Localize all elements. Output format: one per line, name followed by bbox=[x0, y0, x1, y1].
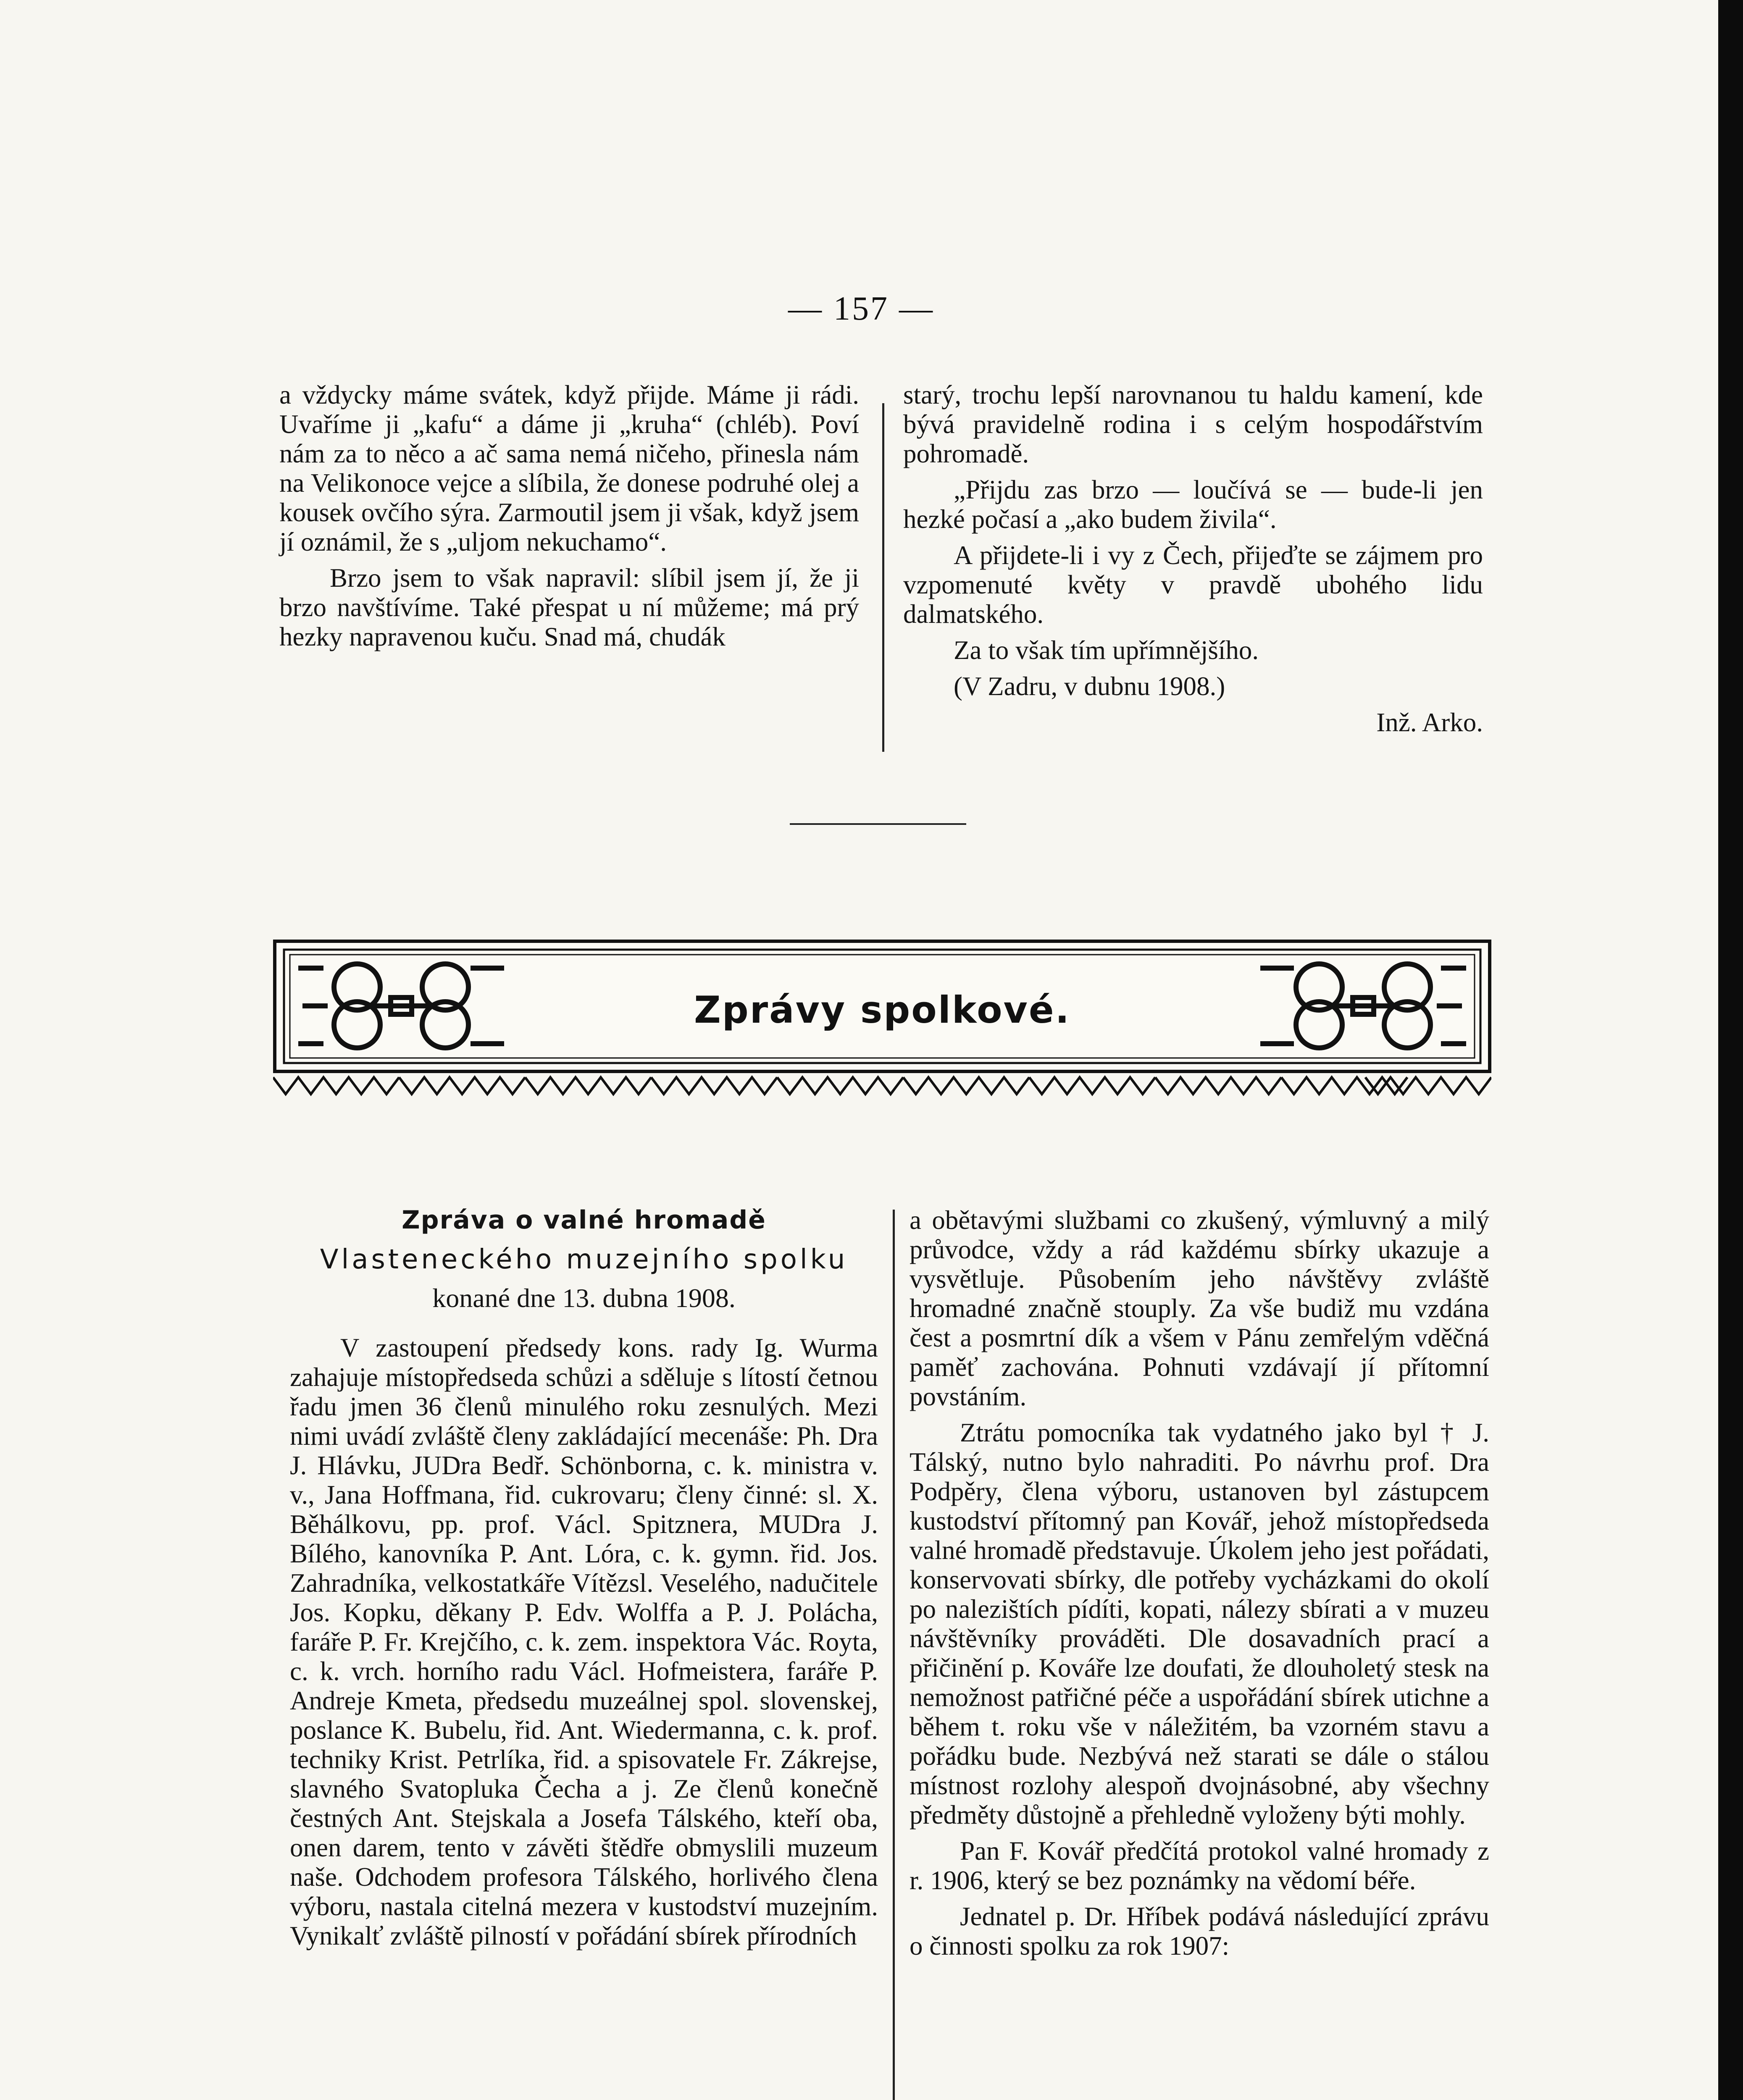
column-divider bbox=[882, 403, 884, 752]
paragraph: a obětavými službami co zkušený, výmluvný a milý průvodce, vždy a rád každému sbírky ukazuje a vysvětluje. Působením jeho návštěvy zvláště hromadné značně stouply. Za vše budiž mu vzdána čest a posmrtní dík a všem v Pánu zemřelým vděčná paměť zachována. Pohnuti vzdávají jí přítomní povstáním. bbox=[910, 1205, 1489, 1411]
paragraph: Brzo jsem to však napravil: slíbil jsem jí, že ji brzo navštívíme. Také přespat u ní můžeme; má prý hezky napravenou kuču. Snad má, chudák bbox=[279, 563, 859, 651]
page-number: — 157 — bbox=[788, 290, 934, 327]
top-right-column bbox=[903, 380, 1483, 737]
dateline: (V Zadru, v dubnu 1908.) bbox=[954, 672, 1225, 701]
paragraph: Ztrátu pomocníka tak vydatného jako byl † J. Tálský, nutno bylo nahraditi. Po návrhu prof. Dra Podpěry, člena výboru, ustanoven byl zástupcem kustodství přítomný pan Kovář, jehož místopředseda valné hromadě představuje. Úkolem jeho jest pořádati, konservovati sbírky, dle potřeby vycházkami do okolí po nalezištích pídíti, kopati, nálezy sbírati a v muzeu návštěvníky prováděti. Dle dosavadních prací a přičinění p. Kováře lze doufati, že dlouholetý stesk na nemožnost patřičné péče a uspořádání sbírek utichne a během t. roku vše v náležitém, ba vzorném stavu a pořádku bude. Nezbývá než starati se dále o stálou místnost rozlohy alespoň dvojnásobné, aby všechny předměty důstojně a přehledně vyloženy býti mohly. bbox=[910, 1418, 1489, 1830]
section-separator bbox=[790, 823, 966, 825]
bottom-left-column bbox=[290, 1205, 878, 1950]
section-heading: Zprávy spolkové. bbox=[694, 988, 1071, 1032]
paragraph: Pan F. Kovář předčítá protokol valné hromady z r. 1906, který se bez poznámky na vědomí béře. bbox=[910, 1836, 1489, 1895]
scan-edge bbox=[1718, 0, 1743, 2100]
bottom-right-column bbox=[910, 1205, 1489, 1961]
paragraph: a vždycky máme svátek, když přijde. Máme ji rádi. Uvaříme ji „kafu“ a dáme ji „kruha“ (chléb). Poví nám za to něco a ač sama nemá ničeho, přinesla nám na Velikonoce vejce a slíbila, že donese podruhé olej a kousek ovčího sýra. Zarmoutil jsem ji však, když jsem jí oznámil, že s „uljom nekuchamo“. bbox=[279, 380, 859, 556]
author-signature: Inž. Arko. bbox=[1376, 708, 1483, 737]
section-banner bbox=[273, 939, 1491, 1115]
top-left-column bbox=[279, 380, 859, 651]
paragraph: Jednatel p. Dr. Hříbek podává následující zprávu o činnosti spolku za rok 1907: bbox=[910, 1902, 1489, 1961]
paragraph: A přijdete-li i vy z Čech, přijeďte se zájmem pro vzpomenuté květy v pravdě ubohého lidu dalmatského. bbox=[903, 541, 1483, 629]
paragraph: starý, trochu lepší narovnanou tu haldu kamení, kde bývá pravidelně rodina i s celým hospodářstvím pohromadě. bbox=[903, 380, 1483, 468]
report-date: konané dne 13. dubna 1908. bbox=[432, 1283, 736, 1313]
paragraph: „Přijdu zas brzo — loučívá se — bude-li jen hezké počasí a „ako budem živila“. bbox=[903, 475, 1483, 534]
report-title: Zpráva o valné hromadě bbox=[402, 1205, 766, 1235]
column-divider bbox=[893, 1210, 895, 2100]
paragraph: V zastoupení předsedy kons. rady Ig. Wurma zahajuje místopředseda schůzi a sděluje s lítostí četnou řadu jmen 36 členů minulého roku zesnulých. Mezi nimi uvádí zvláště členy zakládající mecenáše: Ph. Dra J. Hlávku, JUDra Bedř. Schönborna, c. k. ministra v. v., Jana Hoffmana, řid. cukrovaru; členy činné: sl. X. Běhálkovu, pp. prof. Václ. Spitznera, MUDra J. Bílého, kanovníka P. Ant. Lóra, c. k. gymn. řid. Jos. Zahradníka, velkostatkáře Vítězsl. Veselého, nadučitele Jos. Kopku, děkany P. Edv. Wolffa a P. J. Polácha, faráře P. Fr. Krejčího, c. k. zem. inspektora Vác. Royta, c. k. vrch. horního radu Václ. Hofmeistera, faráře P. Andreje Kmeta, předsedu muzeálnej spol. slovenskej, poslance K. Bubelu, řid. Ant. Wiedermanna, c. k. prof. techniky Krist. Petrlíka, řid. a spisovatele Fr. Zákrejse, slavného Svatopluka Čecha a j. Ze členů konečně čestných Ant. Stejskala a Josefa Tálského, kteří oba, onen darem, tento v závěti štědře obmyslili muzeum naše. Odchodem profesora Tálského, horlivého člena výboru, nastala citelná mezera v kustodství muzejním. Vynikalť zvláště pilností v pořádání sbírek přírodních bbox=[290, 1333, 878, 1950]
paragraph: Za to však tím upřímnějšího. bbox=[954, 635, 1259, 665]
report-subtitle: Vlasteneckého muzejního spolku bbox=[320, 1244, 848, 1275]
zigzag-fringe bbox=[273, 1077, 399, 1094]
